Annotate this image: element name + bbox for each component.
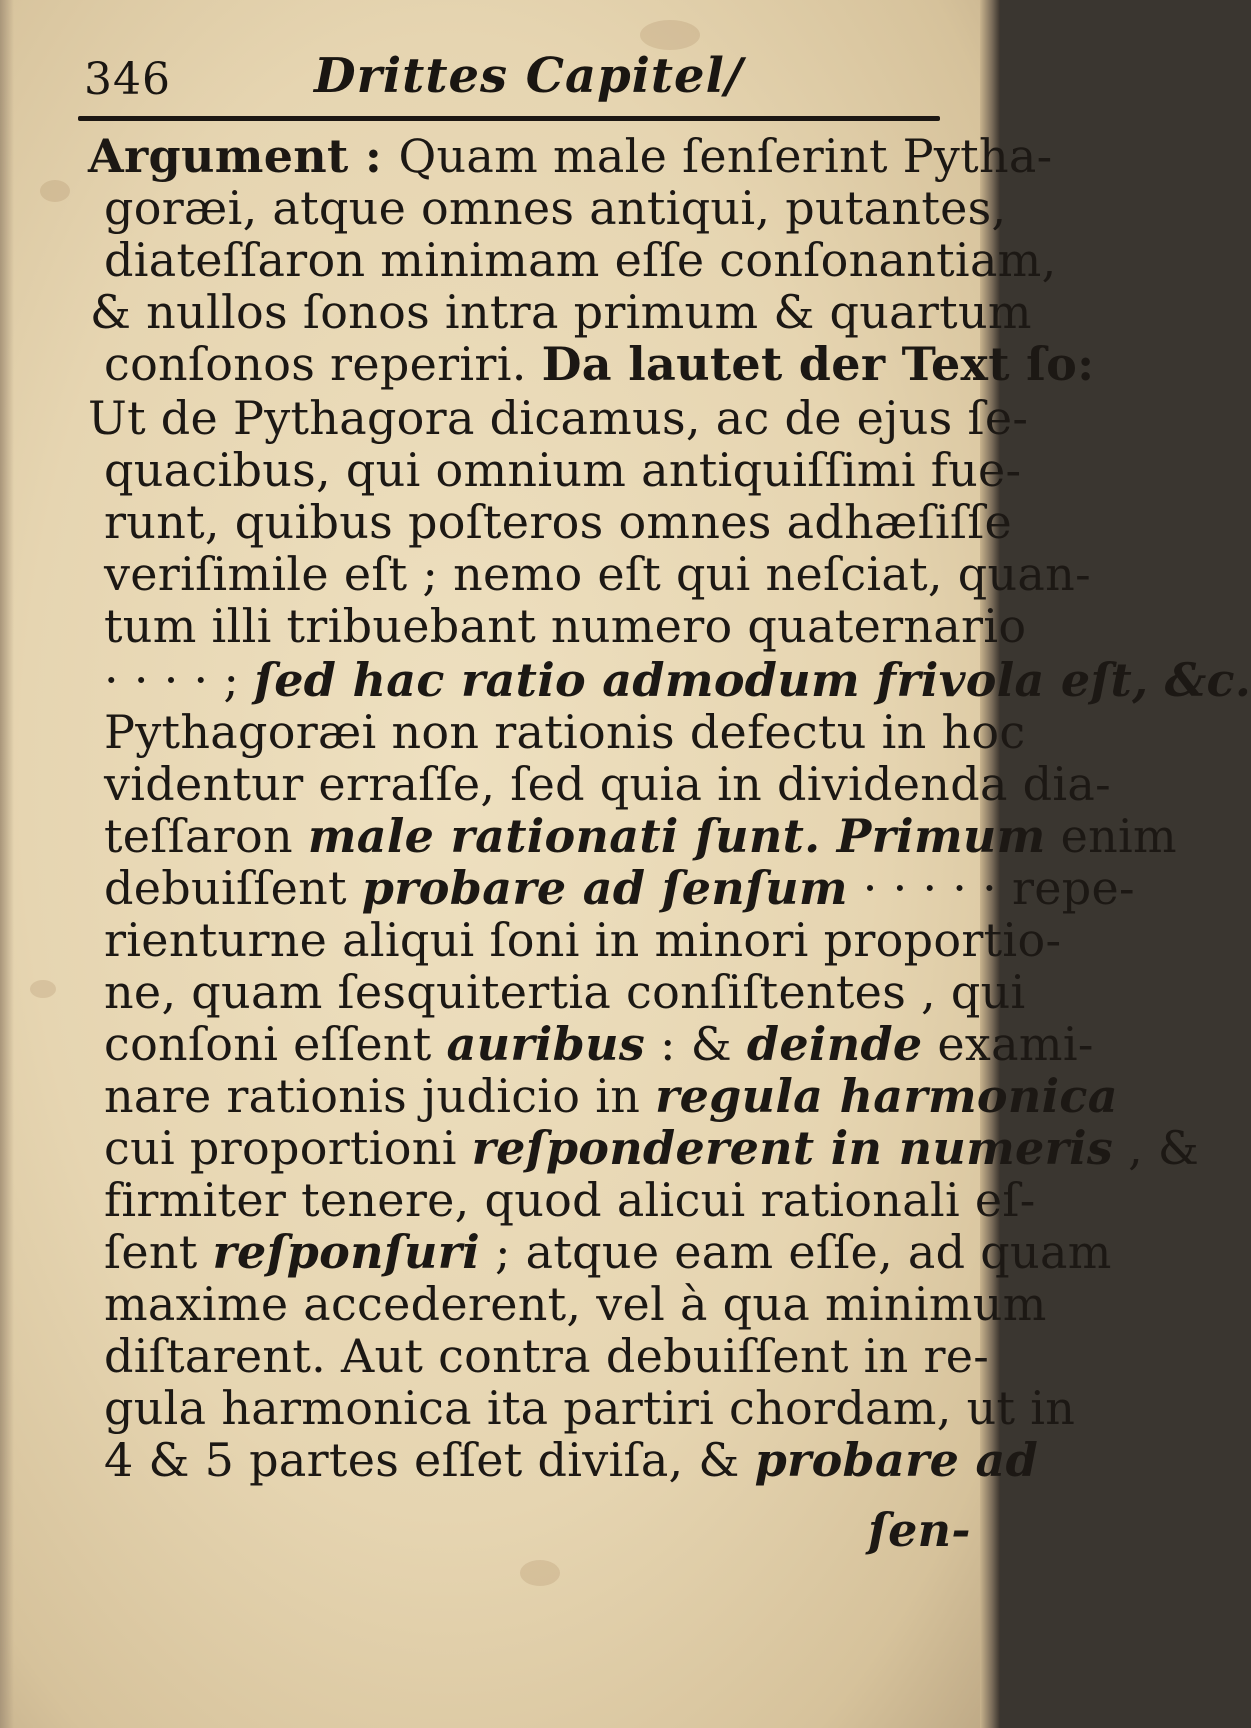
text-segment: Pythagoræi non rationis defectu in hoc <box>104 705 1026 759</box>
text-line <box>90 284 1032 340</box>
text-segment: Da lautet der Text ſo: <box>541 337 1095 391</box>
text-segment: ſent <box>104 1225 213 1279</box>
text-segment: gula harmonica ita partiri chordam, ut in <box>104 1381 1076 1435</box>
text-segment: diateſſaron minimam eſſe conſonantiam, <box>104 233 1057 287</box>
text-segment: maxime accederent, vel à qua minimum <box>104 1277 1047 1331</box>
text-segment: conſoni eſſent <box>104 1017 447 1071</box>
page-header <box>78 48 948 108</box>
text-line <box>104 494 1012 550</box>
text-segment: rienturne aliqui ſoni in minori proportio- <box>104 913 1062 967</box>
text-segment: ; atque eam eſſe, ad quam <box>480 1225 1112 1279</box>
text-line <box>104 1172 1036 1228</box>
text-line <box>104 1224 1112 1280</box>
running-head: Drittes Capitel/ <box>314 48 744 104</box>
text-segment: · · · · ; <box>104 653 255 707</box>
italic-segment: probare ad ſenſum <box>361 861 848 915</box>
text-segment: conſonos reperiri. <box>104 337 542 391</box>
text-segment: diſtarent. Aut contra debuiſſent in re- <box>104 1329 990 1383</box>
page-number: 346 <box>84 54 171 105</box>
text-segment: firmiter tenere, quod alicui rationali eſ- <box>104 1173 1036 1227</box>
text-segment: Argument : <box>88 129 399 183</box>
text-line <box>104 1432 1038 1488</box>
italic-segment: deinde <box>746 1017 923 1071</box>
text-line <box>104 336 1094 392</box>
italic-segment: ſen- <box>868 1503 971 1557</box>
text-segment: ne, quam ſesquitertia conſiſtentes , qui <box>104 965 1026 1019</box>
text-segment: veriſimile eſt ; nemo eſt qui neſciat, quan- <box>104 547 1091 601</box>
text-line <box>104 808 1177 864</box>
text-segment: 4 & 5 partes eſſet diviſa, & <box>104 1433 755 1487</box>
paper-stain <box>640 20 700 50</box>
text-segment: runt, quibus poſteros omnes adhæſiſſe <box>104 495 1013 549</box>
text-line <box>104 232 1057 288</box>
text-line <box>104 180 1006 236</box>
text-segment: goræi, atque omnes antiqui, putantes, <box>104 181 1007 235</box>
text-line <box>104 756 1111 812</box>
text-line <box>104 598 1026 654</box>
paper-stain <box>30 980 56 998</box>
text-segment: debuiſſent <box>104 861 362 915</box>
italic-segment: reſponderent in numeris <box>471 1121 1114 1175</box>
page-left-shadow <box>0 0 14 1728</box>
italic-segment: regula harmonica <box>655 1069 1118 1123</box>
text-line <box>104 912 1061 968</box>
text-segment: Quam male ſenſerint Pytha- <box>398 129 1053 183</box>
text-line <box>104 546 1091 602</box>
text-segment: : & <box>645 1017 747 1071</box>
text-line <box>88 128 1052 184</box>
italic-segment: auribus <box>446 1017 646 1071</box>
italic-segment: probare ad <box>754 1433 1039 1487</box>
text-segment: teſſaron <box>104 809 308 863</box>
text-line <box>104 1380 1075 1436</box>
text-line <box>104 704 1025 760</box>
text-segment: enim <box>1045 809 1177 863</box>
text-line <box>88 390 1028 446</box>
text-segment: & nullos ſonos intra primum & quartum <box>90 285 1032 339</box>
text-segment: exami- <box>922 1017 1094 1071</box>
text-line <box>868 1502 971 1558</box>
text-line <box>104 1328 989 1384</box>
text-line <box>104 442 1021 498</box>
header-rule <box>78 116 940 121</box>
italic-segment: male rationati ſunt. Primum <box>307 809 1046 863</box>
paper-stain <box>40 180 70 202</box>
text-line <box>104 1276 1047 1332</box>
text-line <box>104 652 1251 708</box>
text-line <box>104 1068 1118 1124</box>
text-line <box>104 860 1135 916</box>
text-segment: nare rationis judicio in <box>104 1069 656 1123</box>
text-line <box>104 964 1026 1020</box>
text-segment: , & <box>1113 1121 1200 1175</box>
text-line <box>104 1120 1199 1176</box>
italic-segment: reſponſuri <box>212 1225 481 1279</box>
text-segment: · · · · · repe- <box>847 861 1135 915</box>
paper-stain <box>520 1560 560 1586</box>
text-line <box>104 1016 1094 1072</box>
italic-segment: ſed hac ratio admodum frivola eſt, &c. <box>254 653 1251 707</box>
text-segment: quacibus, qui omnium antiquiſſimi fue- <box>104 443 1022 497</box>
text-segment: Ut de Pythagora dicamus, ac de ejus ſe- <box>88 391 1029 445</box>
text-segment: cui proportioni <box>104 1121 472 1175</box>
text-segment: tum illi tribuebant numero quaternario <box>104 599 1027 653</box>
text-segment: videntur erraſſe, ſed quia in dividenda dia- <box>104 757 1111 811</box>
